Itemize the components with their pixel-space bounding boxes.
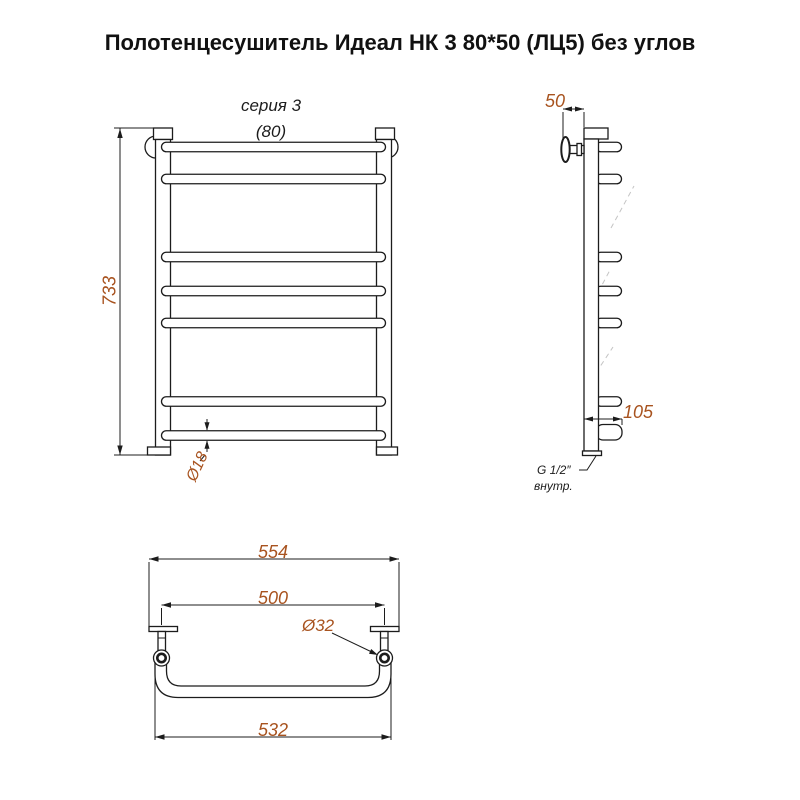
arrowhead bbox=[375, 602, 385, 607]
collector-top-cap-right bbox=[376, 128, 395, 140]
end-cap-right bbox=[371, 627, 400, 632]
arrowhead bbox=[117, 129, 122, 139]
outlet-dimension-text: 105 bbox=[623, 402, 654, 422]
stem-right bbox=[381, 632, 389, 651]
height-dimension-text: 733 bbox=[99, 275, 120, 307]
bracket-diameter-leader bbox=[332, 633, 376, 654]
bracket-hub-right bbox=[380, 654, 388, 662]
width-ref-label: (80) bbox=[255, 122, 287, 141]
arrowhead bbox=[149, 556, 159, 561]
u-tube-outer bbox=[155, 657, 391, 698]
side-collector-tube bbox=[584, 139, 599, 451]
bottom-outlet-tab bbox=[596, 425, 622, 441]
collector-top-cap-left bbox=[154, 128, 173, 140]
bottom-view-drawing bbox=[149, 556, 399, 740]
arrowhead bbox=[155, 734, 165, 739]
wall-offset-text: 50 bbox=[545, 91, 566, 111]
arrowhead bbox=[162, 602, 172, 607]
collector-bottom-foot-left bbox=[148, 447, 171, 455]
thread-label-line2: внутр. bbox=[534, 479, 573, 493]
bracket-collar bbox=[577, 144, 582, 156]
collector-left bbox=[156, 140, 171, 456]
arrowhead bbox=[117, 446, 122, 456]
thread-label-line1: G 1/2″ bbox=[537, 463, 571, 477]
arrowhead bbox=[382, 734, 392, 739]
overall-width-text: 554 bbox=[257, 542, 289, 562]
wall-flange bbox=[561, 137, 569, 162]
side-bottom-cap bbox=[583, 451, 602, 456]
collector-bottom-foot-right bbox=[377, 447, 398, 455]
rungs bbox=[162, 142, 386, 440]
tube-span-text: 532 bbox=[257, 720, 289, 740]
u-tube-inner bbox=[167, 657, 380, 686]
bracket-hub-left bbox=[157, 654, 165, 662]
end-cap-left bbox=[149, 627, 178, 632]
arrowhead bbox=[613, 417, 622, 422]
series-label: серия 3 bbox=[240, 96, 302, 115]
thread-leader-line bbox=[579, 456, 596, 470]
side-rung-tabs bbox=[596, 142, 622, 440]
rung-diameter-text: Ø18 bbox=[183, 449, 212, 485]
arrowhead bbox=[205, 422, 210, 431]
front-view-drawing bbox=[114, 128, 398, 461]
arrowhead bbox=[205, 440, 210, 449]
arrowhead bbox=[575, 107, 584, 112]
wall-offset-dimension-lines bbox=[563, 109, 584, 140]
bracket-diameter-text: Ø32 bbox=[302, 616, 335, 635]
arrowhead bbox=[390, 556, 400, 561]
collector-right bbox=[377, 140, 392, 456]
arrowhead bbox=[369, 649, 378, 655]
axis-distance-text: 500 bbox=[257, 588, 289, 608]
stem-left bbox=[158, 632, 166, 651]
side-top-cap bbox=[584, 128, 608, 139]
drawing-title: Полотенцесушитель Идеал НК 3 80*50 (ЛЦ5) без углов bbox=[104, 30, 696, 55]
